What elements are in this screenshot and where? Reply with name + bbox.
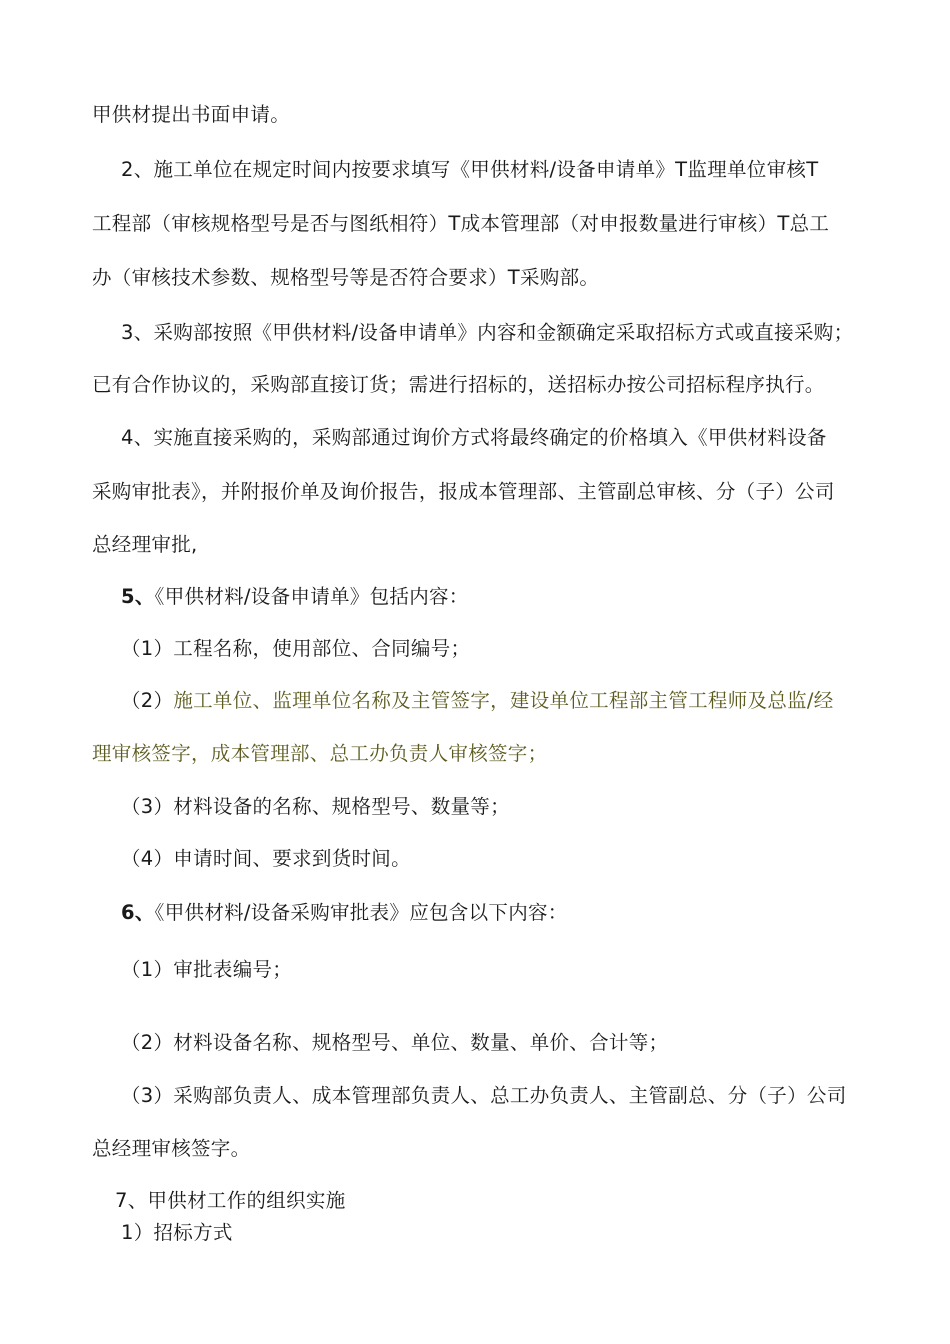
paragraph-line: （2）材料设备名称、规格型号、单位、数量、单价、合计等； (121, 1031, 669, 1054)
paragraph-line: 3、采购部按照《甲供材料/设备申请单》内容和金额确定采取招标方式或直接采购； (121, 321, 854, 344)
item-text-highlighted: 施工单位、监理单位名称及主管签字，建设单位工程部主管工程师及总监/经 (173, 689, 834, 712)
item-number: （2） (121, 689, 174, 712)
paragraph-line (121, 585, 469, 609)
paragraph-line-highlighted: 理审核签字，成本管理部、总工办负责人审核签字； (92, 742, 548, 765)
paragraph-line: （1）工程名称，使用部位、合同编号； (121, 637, 471, 660)
paragraph-line: （3）材料设备的名称、规格型号、数量等； (121, 795, 510, 818)
section-heading: 7、甲供材工作的组织实施 (115, 1189, 346, 1212)
item-number: 6、 (121, 901, 155, 924)
paragraph-line: 采购审批表》，并附报价单及询价报告，报成本管理部、主管副总审核、分（子）公司 (92, 480, 835, 503)
paragraph-line: 工程部（审核规格型号是否与图纸相符）T成本管理部（对申报数量进行审核）T总工 (92, 212, 830, 235)
item-number: 5、 (121, 585, 155, 608)
subsection-heading: 1）招标方式 (121, 1221, 233, 1244)
paragraph-line: （1）审批表编号； (121, 958, 293, 981)
item-text: 《甲供材料/设备申请单》包括内容： (154, 585, 469, 608)
paragraph-line: 总经理审批, (92, 533, 198, 556)
paragraph-line: （4）申请时间、要求到货时间。 (121, 847, 411, 870)
paragraph-line: （3）采购部负责人、成本管理部负责人、总工办负责人、主管副总、分（子）公司 (121, 1084, 847, 1107)
paragraph-line (121, 689, 834, 713)
paragraph-line: 已有合作协议的，采购部直接订货；需进行招标的，送招标办按公司招标程序执行。 (92, 373, 825, 396)
paragraph-line: 甲供材提出书面申请。 (92, 103, 291, 126)
paragraph-line: 办（审核技术参数、规格型号等是否符合要求）T采购部。 (92, 266, 600, 289)
paragraph-line (121, 901, 568, 925)
paragraph-line: 总经理审核签字。 (92, 1137, 251, 1160)
paragraph-line: 4、实施直接采购的，采购部通过询价方式将最终确定的价格填入《甲供材料设备 (121, 426, 827, 449)
item-text: 《甲供材料/设备采购审批表》应包含以下内容： (154, 901, 568, 924)
paragraph-line: 2、施工单位在规定时间内按要求填写《甲供材料/设备申请单》T监理单位审核T (121, 158, 819, 181)
